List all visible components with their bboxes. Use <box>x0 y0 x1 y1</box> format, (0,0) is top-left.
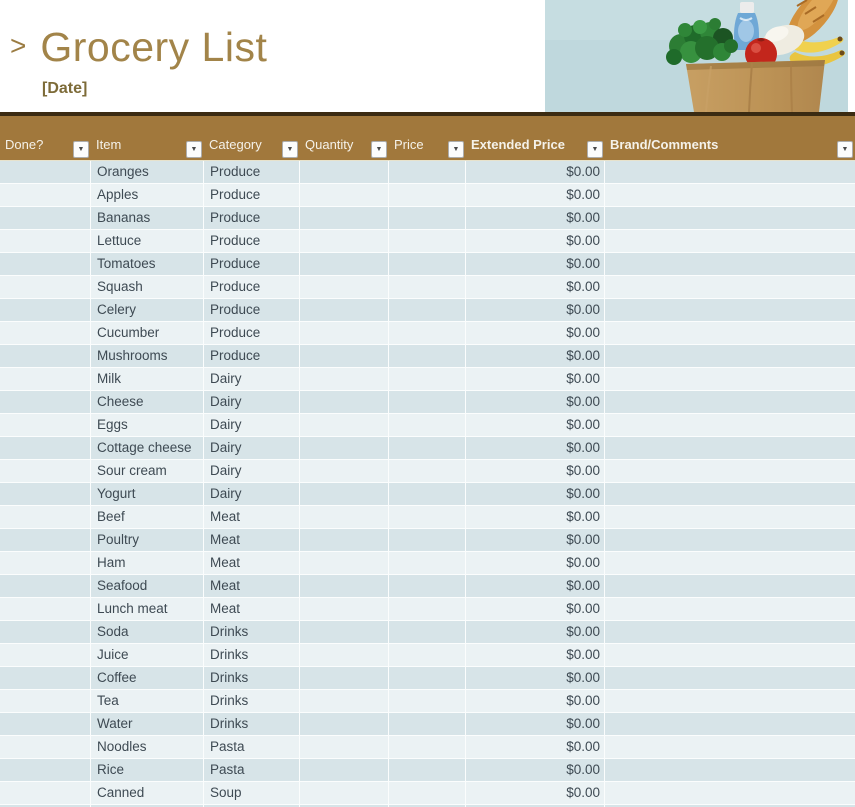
brand-comments-cell[interactable] <box>605 644 855 667</box>
category-cell[interactable]: Produce <box>204 230 300 253</box>
done-cell[interactable] <box>0 529 91 552</box>
extended-price-cell[interactable]: $0.00 <box>466 437 605 460</box>
brand-comments-cell[interactable] <box>605 414 855 437</box>
filter-dropdown-icon: ▼ <box>452 146 460 153</box>
quantity-cell[interactable] <box>300 322 389 345</box>
quantity-cell[interactable] <box>300 575 389 598</box>
column-header-label: Extended Price <box>471 137 565 152</box>
quantity-cell[interactable] <box>300 621 389 644</box>
table-row <box>0 437 855 460</box>
category-cell[interactable]: Dairy <box>204 437 300 460</box>
done-cell[interactable] <box>0 414 91 437</box>
quantity-cell[interactable] <box>300 552 389 575</box>
done-cell[interactable] <box>0 230 91 253</box>
brand-comments-cell[interactable] <box>605 713 855 736</box>
category-cell[interactable]: Dairy <box>204 460 300 483</box>
item-cell[interactable]: Eggs <box>91 414 204 437</box>
price-cell[interactable] <box>389 644 466 667</box>
table-row <box>0 253 855 276</box>
category-cell[interactable]: Produce <box>204 345 300 368</box>
extended-price-cell[interactable]: $0.00 <box>466 391 605 414</box>
quantity-cell[interactable] <box>300 276 389 299</box>
table-row <box>0 483 855 506</box>
quantity-cell[interactable] <box>300 759 389 782</box>
extended-price-cell[interactable]: $0.00 <box>466 759 605 782</box>
price-cell[interactable] <box>389 529 466 552</box>
item-cell[interactable]: Poultry <box>91 529 204 552</box>
brand-comments-cell[interactable] <box>605 552 855 575</box>
table-row <box>0 345 855 368</box>
quantity-cell[interactable] <box>300 713 389 736</box>
category-cell[interactable]: Meat <box>204 598 300 621</box>
quantity-cell[interactable] <box>300 368 389 391</box>
table-row <box>0 184 855 207</box>
column-header-label: Done? <box>5 137 44 152</box>
quantity-cell[interactable] <box>300 253 389 276</box>
price-cell[interactable] <box>389 621 466 644</box>
done-cell[interactable] <box>0 644 91 667</box>
item-cell[interactable]: Oranges <box>91 161 204 184</box>
date-cell[interactable]: [Date] <box>42 80 88 97</box>
filter-dropdown-icon: ▼ <box>190 146 198 153</box>
price-cell[interactable] <box>389 667 466 690</box>
brand-comments-cell[interactable] <box>605 345 855 368</box>
price-cell[interactable] <box>389 437 466 460</box>
done-cell[interactable] <box>0 276 91 299</box>
brand-comments-cell[interactable] <box>605 667 855 690</box>
brand-comments-cell[interactable] <box>605 736 855 759</box>
brand-comments-cell[interactable] <box>605 598 855 621</box>
done-cell[interactable] <box>0 667 91 690</box>
column-header-price <box>389 134 466 160</box>
table-row <box>0 621 855 644</box>
filter-dropdown-icon: ▼ <box>841 146 849 153</box>
category-cell[interactable]: Meat <box>204 575 300 598</box>
price-cell[interactable] <box>389 506 466 529</box>
item-cell[interactable]: Noodles <box>91 736 204 759</box>
table-row <box>0 552 855 575</box>
column-header-quantity <box>300 134 389 160</box>
brand-comments-cell[interactable] <box>605 529 855 552</box>
item-cell[interactable]: Apples <box>91 184 204 207</box>
extended-price-cell[interactable]: $0.00 <box>466 161 605 184</box>
column-header-brand-comments <box>605 134 855 160</box>
extended-price-cell[interactable]: $0.00 <box>466 345 605 368</box>
quantity-cell[interactable] <box>300 345 389 368</box>
done-cell[interactable] <box>0 368 91 391</box>
quantity-cell[interactable] <box>300 598 389 621</box>
category-cell[interactable]: Pasta <box>204 736 300 759</box>
table-row <box>0 506 855 529</box>
quantity-cell[interactable] <box>300 414 389 437</box>
brand-comments-cell[interactable] <box>605 253 855 276</box>
table-header-row <box>0 134 855 160</box>
quantity-cell[interactable] <box>300 230 389 253</box>
table-row <box>0 299 855 322</box>
price-cell[interactable] <box>389 414 466 437</box>
done-cell[interactable] <box>0 736 91 759</box>
column-header-extended-price <box>466 134 605 160</box>
brand-comments-cell[interactable] <box>605 575 855 598</box>
item-cell[interactable]: Cucumber <box>91 322 204 345</box>
brand-comments-cell[interactable] <box>605 759 855 782</box>
price-cell[interactable] <box>389 253 466 276</box>
filter-dropdown-icon: ▼ <box>286 146 294 153</box>
table-row <box>0 207 855 230</box>
done-cell[interactable] <box>0 575 91 598</box>
item-cell[interactable]: Cheese <box>91 391 204 414</box>
price-cell[interactable] <box>389 184 466 207</box>
category-cell[interactable]: Dairy <box>204 483 300 506</box>
extended-price-cell[interactable]: $0.00 <box>466 529 605 552</box>
item-cell[interactable]: Cottage cheese <box>91 437 204 460</box>
item-cell[interactable]: Mushrooms <box>91 345 204 368</box>
table-body <box>0 161 855 807</box>
done-cell[interactable] <box>0 782 91 805</box>
price-cell[interactable] <box>389 552 466 575</box>
price-cell[interactable] <box>389 759 466 782</box>
done-cell[interactable] <box>0 345 91 368</box>
extended-price-cell[interactable]: $0.00 <box>466 483 605 506</box>
category-cell[interactable]: Produce <box>204 322 300 345</box>
done-cell[interactable] <box>0 460 91 483</box>
title-line <box>10 24 267 71</box>
price-cell[interactable] <box>389 598 466 621</box>
price-cell[interactable] <box>389 322 466 345</box>
quantity-cell[interactable] <box>300 782 389 805</box>
column-header-label: Quantity <box>305 137 354 152</box>
table-row <box>0 759 855 782</box>
item-cell[interactable]: Tomatoes <box>91 253 204 276</box>
filter-button-extended-price[interactable] <box>587 141 603 158</box>
table-row <box>0 391 855 414</box>
extended-price-cell[interactable]: $0.00 <box>466 414 605 437</box>
brand-comments-cell[interactable] <box>605 368 855 391</box>
quantity-cell[interactable] <box>300 529 389 552</box>
category-cell[interactable]: Drinks <box>204 644 300 667</box>
table-row <box>0 414 855 437</box>
filter-button-brand-comments[interactable] <box>837 141 853 158</box>
brand-comments-cell[interactable] <box>605 437 855 460</box>
extended-price-cell[interactable]: $0.00 <box>466 230 605 253</box>
price-cell[interactable] <box>389 391 466 414</box>
page-title: Grocery List <box>40 24 268 70</box>
category-cell[interactable]: Dairy <box>204 414 300 437</box>
extended-price-cell[interactable]: $0.00 <box>466 782 605 805</box>
extended-price-cell[interactable]: $0.00 <box>466 552 605 575</box>
item-cell[interactable]: Sour cream <box>91 460 204 483</box>
table-header-band <box>0 116 855 161</box>
column-header-done <box>0 134 91 160</box>
grocery-bag-photo <box>545 0 848 112</box>
item-cell[interactable]: Milk <box>91 368 204 391</box>
category-cell[interactable]: Meat <box>204 529 300 552</box>
item-cell[interactable]: Coffee <box>91 667 204 690</box>
done-cell[interactable] <box>0 506 91 529</box>
item-cell[interactable]: Yogurt <box>91 483 204 506</box>
quantity-cell[interactable] <box>300 161 389 184</box>
category-cell[interactable]: Drinks <box>204 713 300 736</box>
done-cell[interactable] <box>0 299 91 322</box>
quantity-cell[interactable] <box>300 207 389 230</box>
item-cell[interactable]: Soda <box>91 621 204 644</box>
category-cell[interactable]: Produce <box>204 299 300 322</box>
table-row <box>0 690 855 713</box>
done-cell[interactable] <box>0 161 91 184</box>
brand-comments-cell[interactable] <box>605 322 855 345</box>
quantity-cell[interactable] <box>300 736 389 759</box>
category-cell[interactable]: Produce <box>204 276 300 299</box>
table-row <box>0 161 855 184</box>
price-cell[interactable] <box>389 782 466 805</box>
done-cell[interactable] <box>0 759 91 782</box>
extended-price-cell[interactable]: $0.00 <box>466 184 605 207</box>
extended-price-cell[interactable]: $0.00 <box>466 713 605 736</box>
extended-price-cell[interactable]: $0.00 <box>466 207 605 230</box>
item-cell[interactable]: Beef <box>91 506 204 529</box>
table-row <box>0 644 855 667</box>
quantity-cell[interactable] <box>300 460 389 483</box>
filter-dropdown-icon: ▼ <box>77 146 85 153</box>
extended-price-cell[interactable]: $0.00 <box>466 644 605 667</box>
item-cell[interactable]: Squash <box>91 276 204 299</box>
extended-price-cell[interactable]: $0.00 <box>466 667 605 690</box>
brand-comments-cell[interactable] <box>605 276 855 299</box>
table-row <box>0 276 855 299</box>
quantity-cell[interactable] <box>300 437 389 460</box>
page-header <box>0 0 855 112</box>
table-row <box>0 368 855 391</box>
quantity-cell[interactable] <box>300 667 389 690</box>
column-header-item <box>91 134 204 160</box>
price-cell[interactable] <box>389 713 466 736</box>
filter-button-price[interactable] <box>448 141 464 158</box>
price-cell[interactable] <box>389 483 466 506</box>
price-cell[interactable] <box>389 161 466 184</box>
category-cell[interactable]: Pasta <box>204 759 300 782</box>
table-row <box>0 575 855 598</box>
brand-comments-cell[interactable] <box>605 782 855 805</box>
item-cell[interactable]: Celery <box>91 299 204 322</box>
table-row <box>0 736 855 759</box>
extended-price-cell[interactable]: $0.00 <box>466 690 605 713</box>
brand-comments-cell[interactable] <box>605 391 855 414</box>
extended-price-cell[interactable]: $0.00 <box>466 368 605 391</box>
category-cell[interactable]: Meat <box>204 506 300 529</box>
item-cell[interactable]: Rice <box>91 759 204 782</box>
done-cell[interactable] <box>0 184 91 207</box>
filter-button-quantity[interactable] <box>371 141 387 158</box>
price-cell[interactable] <box>389 690 466 713</box>
brand-comments-cell[interactable] <box>605 161 855 184</box>
quantity-cell[interactable] <box>300 644 389 667</box>
table-row <box>0 782 855 805</box>
column-header-label: Price <box>394 137 424 152</box>
extended-price-cell[interactable]: $0.00 <box>466 460 605 483</box>
price-cell[interactable] <box>389 299 466 322</box>
category-cell[interactable]: Produce <box>204 207 300 230</box>
brand-comments-cell[interactable] <box>605 690 855 713</box>
quantity-cell[interactable] <box>300 184 389 207</box>
brand-comments-cell[interactable] <box>605 483 855 506</box>
extended-price-cell[interactable]: $0.00 <box>466 253 605 276</box>
extended-price-cell[interactable]: $0.00 <box>466 322 605 345</box>
filter-dropdown-icon: ▼ <box>591 146 599 153</box>
price-cell[interactable] <box>389 575 466 598</box>
quantity-cell[interactable] <box>300 506 389 529</box>
price-cell[interactable] <box>389 345 466 368</box>
price-cell[interactable] <box>389 230 466 253</box>
brand-comments-cell[interactable] <box>605 299 855 322</box>
brand-comments-cell[interactable] <box>605 184 855 207</box>
price-cell[interactable] <box>389 736 466 759</box>
category-cell[interactable]: Dairy <box>204 391 300 414</box>
item-cell[interactable]: Tea <box>91 690 204 713</box>
category-cell[interactable]: Produce <box>204 184 300 207</box>
table-row <box>0 230 855 253</box>
category-cell[interactable]: Soup <box>204 782 300 805</box>
brand-comments-cell[interactable] <box>605 230 855 253</box>
category-cell[interactable]: Dairy <box>204 368 300 391</box>
brand-comments-cell[interactable] <box>605 506 855 529</box>
quantity-cell[interactable] <box>300 299 389 322</box>
extended-price-cell[interactable]: $0.00 <box>466 506 605 529</box>
done-cell[interactable] <box>0 552 91 575</box>
filter-dropdown-icon: ▼ <box>375 146 383 153</box>
extended-price-cell[interactable]: $0.00 <box>466 621 605 644</box>
done-cell[interactable] <box>0 690 91 713</box>
extended-price-cell[interactable]: $0.00 <box>466 299 605 322</box>
category-cell[interactable]: Produce <box>204 253 300 276</box>
column-header-category <box>204 134 300 160</box>
item-cell[interactable]: Lettuce <box>91 230 204 253</box>
price-cell[interactable] <box>389 368 466 391</box>
category-cell[interactable]: Meat <box>204 552 300 575</box>
item-cell[interactable]: Bananas <box>91 207 204 230</box>
brand-comments-cell[interactable] <box>605 460 855 483</box>
table-row <box>0 713 855 736</box>
extended-price-cell[interactable]: $0.00 <box>466 736 605 759</box>
done-cell[interactable] <box>0 598 91 621</box>
item-cell[interactable]: Canned <box>91 782 204 805</box>
price-cell[interactable] <box>389 460 466 483</box>
table-row <box>0 322 855 345</box>
filter-button-item[interactable] <box>186 141 202 158</box>
done-cell[interactable] <box>0 713 91 736</box>
filter-button-category[interactable] <box>282 141 298 158</box>
table-row <box>0 598 855 621</box>
extended-price-cell[interactable]: $0.00 <box>466 575 605 598</box>
quantity-cell[interactable] <box>300 483 389 506</box>
table-row <box>0 529 855 552</box>
extended-price-cell[interactable]: $0.00 <box>466 598 605 621</box>
done-cell[interactable] <box>0 621 91 644</box>
paper-bag <box>686 60 825 112</box>
item-cell[interactable]: Water <box>91 713 204 736</box>
brand-comments-cell[interactable] <box>605 207 855 230</box>
table-row <box>0 460 855 483</box>
done-cell[interactable] <box>0 391 91 414</box>
category-cell[interactable]: Drinks <box>204 667 300 690</box>
category-cell[interactable]: Drinks <box>204 621 300 644</box>
brand-comments-cell[interactable] <box>605 621 855 644</box>
quantity-cell[interactable] <box>300 391 389 414</box>
item-cell[interactable]: Lunch meat <box>91 598 204 621</box>
done-cell[interactable] <box>0 483 91 506</box>
done-cell[interactable] <box>0 253 91 276</box>
extended-price-cell[interactable]: $0.00 <box>466 276 605 299</box>
price-cell[interactable] <box>389 276 466 299</box>
filter-button-done[interactable] <box>73 141 89 158</box>
item-cell[interactable]: Seafood <box>91 575 204 598</box>
done-cell[interactable] <box>0 207 91 230</box>
title-chevron-icon: > <box>10 30 27 61</box>
category-cell[interactable]: Produce <box>204 161 300 184</box>
quantity-cell[interactable] <box>300 690 389 713</box>
column-header-label: Category <box>209 137 262 152</box>
table-row <box>0 667 855 690</box>
price-cell[interactable] <box>389 207 466 230</box>
item-cell[interactable]: Juice <box>91 644 204 667</box>
column-header-label: Item <box>96 137 122 152</box>
column-header-label: Brand/Comments <box>610 137 719 152</box>
category-cell[interactable]: Drinks <box>204 690 300 713</box>
done-cell[interactable] <box>0 322 91 345</box>
done-cell[interactable] <box>0 437 91 460</box>
item-cell[interactable]: Ham <box>91 552 204 575</box>
